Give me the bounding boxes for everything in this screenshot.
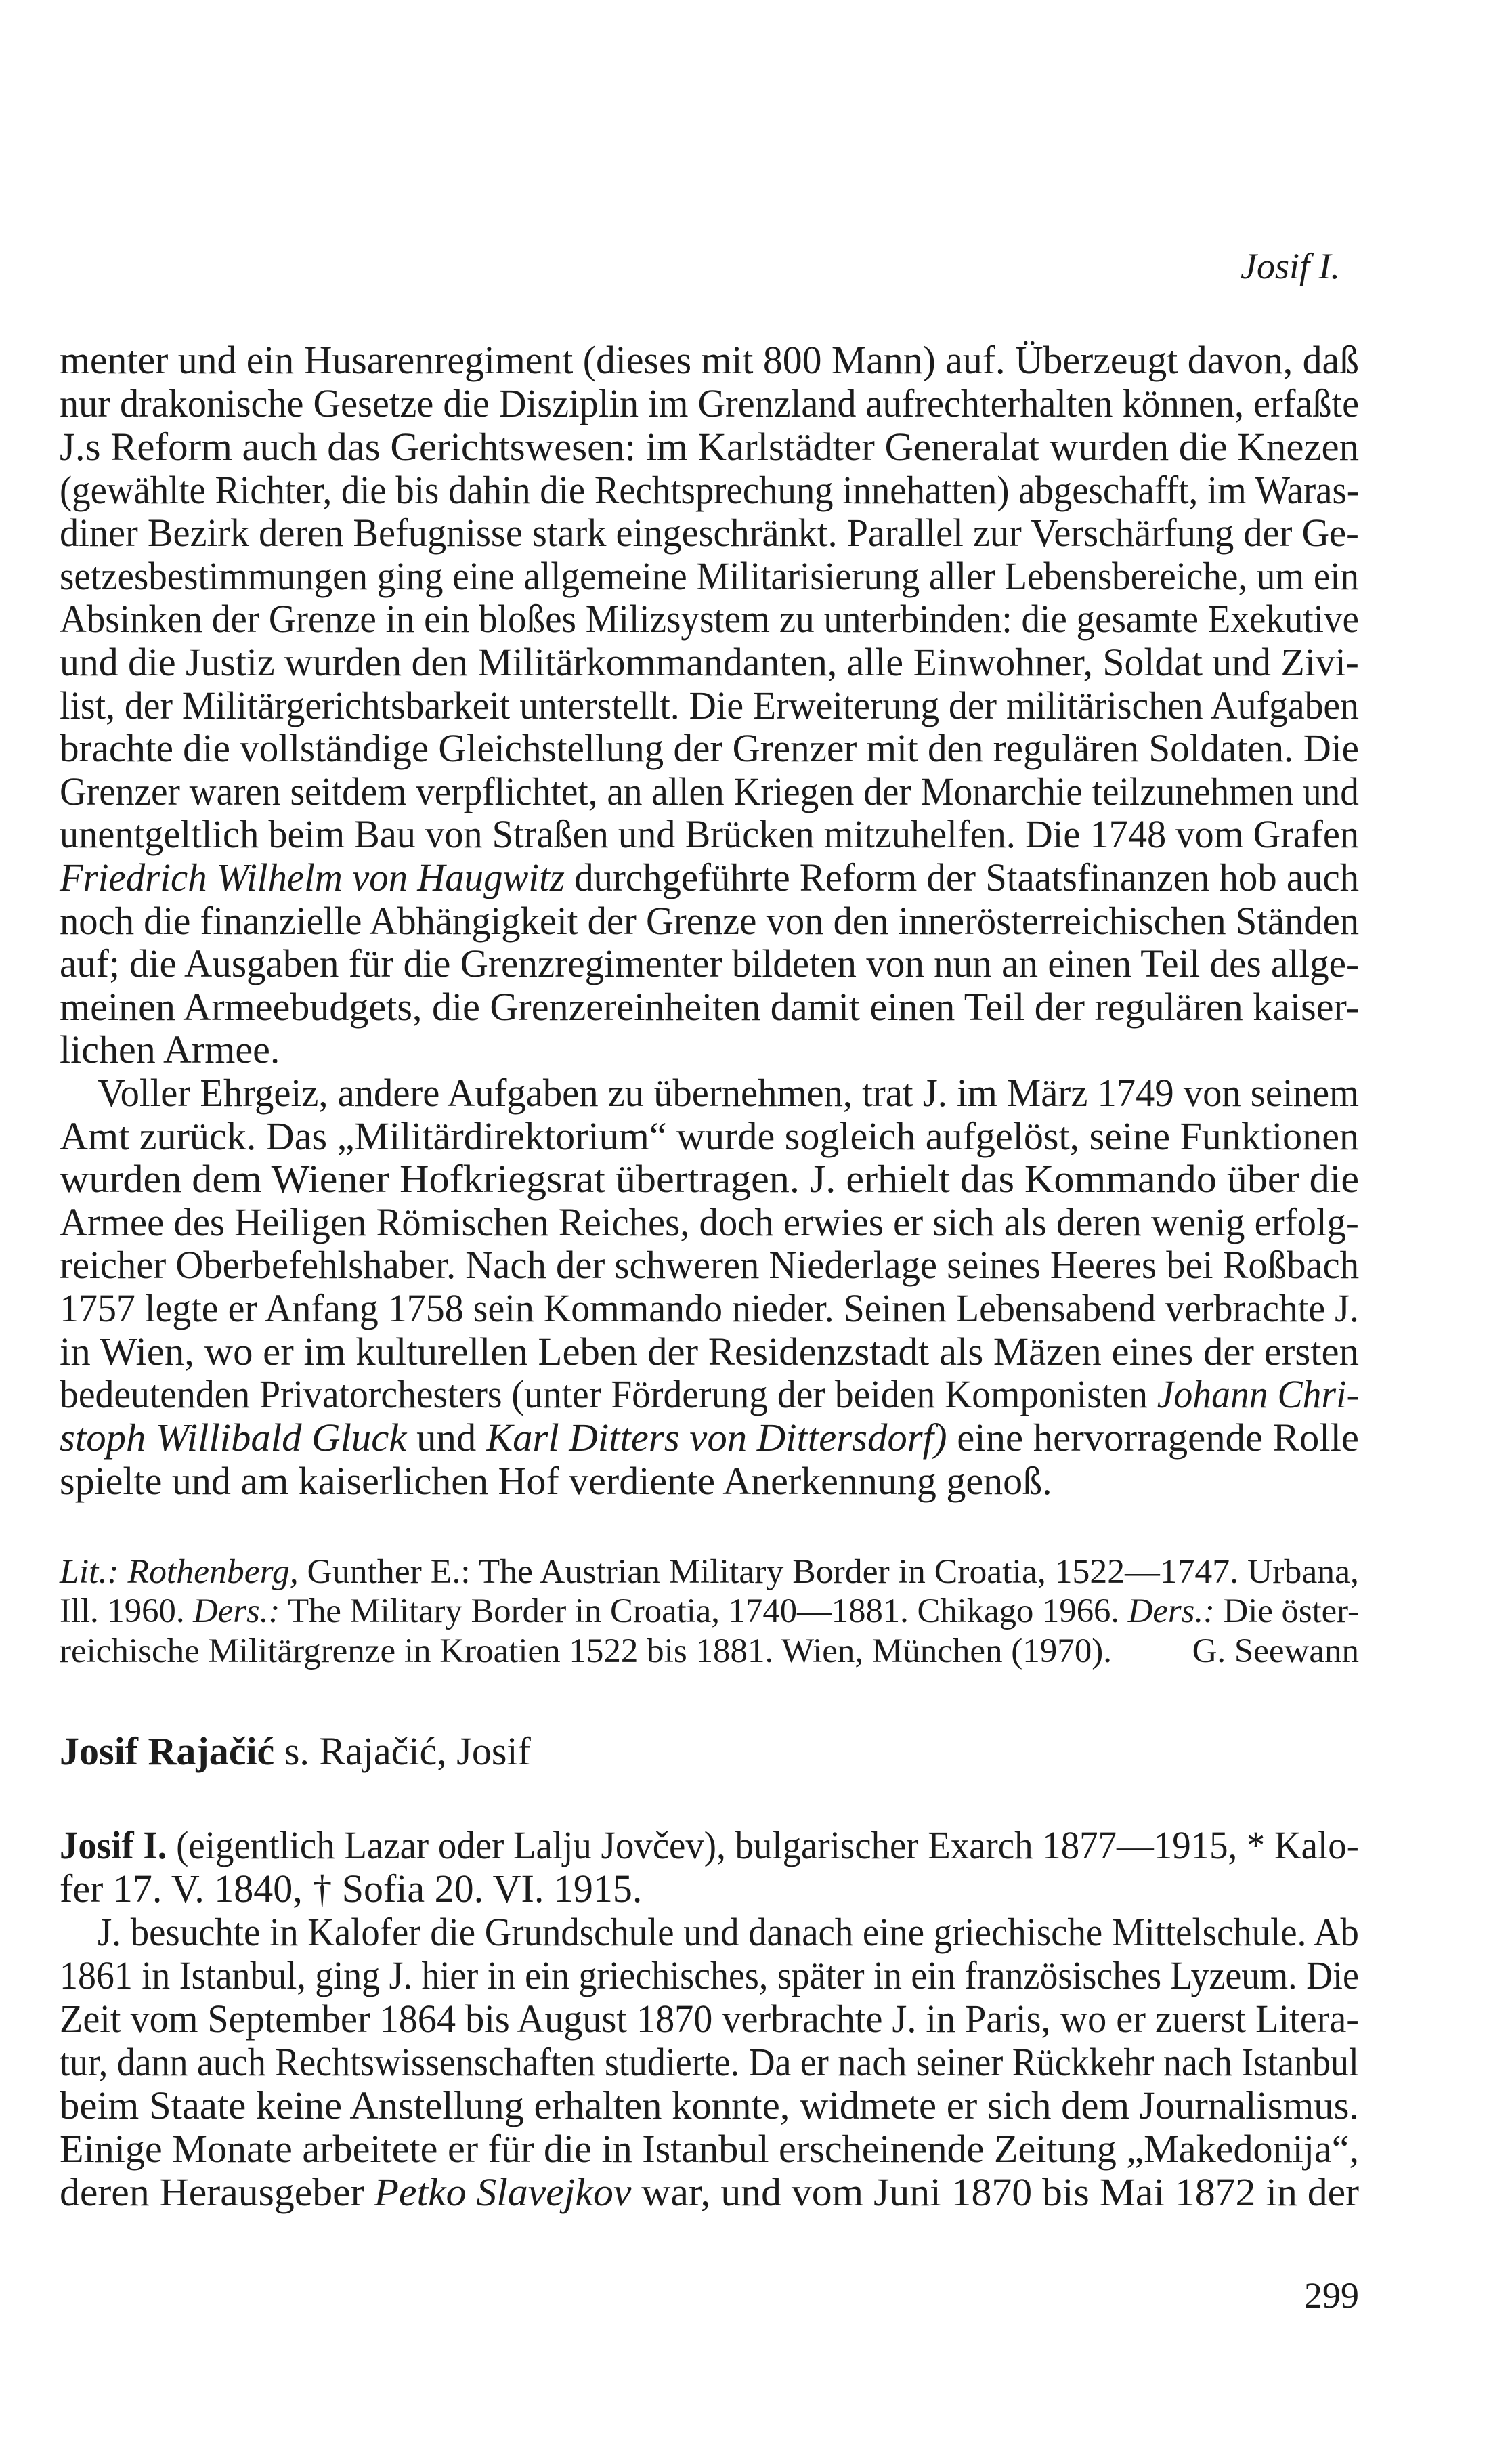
text-run: J.s Reform auch das Gerichtswesen: im Karlstädter Generalat wurden die Knezen [60, 425, 1360, 469]
text-line [60, 2040, 1359, 2084]
text-line [60, 941, 1360, 985]
text-run: lichen Armee. [60, 1027, 280, 1071]
text-line [60, 1953, 1359, 1997]
text-line [60, 1332, 1359, 1372]
text-run: brachte die vollständige Gleichstellung der Grenzer mit den regulären Soldaten. Die [60, 726, 1359, 770]
text-line [60, 1418, 1359, 1458]
text-run: Karl Ditters von Dittersdorf) [486, 1416, 947, 1460]
text-run: meinen Armeebudgets, die Grenzereinheiten damit einen Teil der regulären kaiser- [60, 985, 1360, 1029]
text-run: Amt zurück. Das „Militärdirektorium“ wurde sogleich aufgelöst, seine Funktionen [60, 1114, 1360, 1158]
text-line [60, 683, 1359, 727]
text-run: beim Staate keine Anstellung erhalten konnte, widmete er sich dem Journalismus. [60, 2083, 1360, 2127]
text-run: Grenzer waren seitdem verpflichtet, an allen Kriegen der Monarchie teilzunehmen und [60, 769, 1359, 813]
text-run: Friedrich Wilhelm von Haugwitz [60, 855, 565, 899]
text-line [60, 468, 1360, 512]
text-line [60, 1286, 1359, 1330]
text-line [60, 901, 1359, 941]
page-number: 299 [1304, 2275, 1359, 2316]
text-run: auf; die Ausgaben für die Grenzregimenter bildeten von nun an einen Teil des allge- [60, 941, 1360, 985]
text-line [60, 1157, 1360, 1201]
text-run: 1861 in Istanbul, ging J. hier in ein griechisches, später in ein französisches Lyzeum. Die [60, 1953, 1359, 1997]
text-run: Die öster- [1214, 1592, 1359, 1630]
text-run: Voller Ehrgeiz, andere Aufgaben zu übernehmen, trat J. im März 1749 von seinem [98, 1071, 1360, 1115]
text-line [60, 599, 1359, 639]
text-run: Johann Chri- [1157, 1372, 1360, 1416]
text-run: Gunther E.: The Austrian Military Border in Croatia, 1522—1747. Urbana, [298, 1553, 1359, 1591]
text-run: unentgeltlich beim Bau von Straßen und Brücken mitzuhelfen. Die 1748 vom Grafen [60, 812, 1360, 856]
text-run: eine hervorragende Rolle [947, 1416, 1360, 1460]
text-run: Einige Monate arbeitete er für die in Istanbul erscheinende Zeitung „Makedonija“, [60, 2127, 1360, 2171]
text-line [60, 769, 1359, 813]
text-line [60, 338, 1360, 382]
text-run: und die Justiz wurden den Militärkommandanten, alle Einwohner, Soldat und Zivi- [60, 640, 1359, 684]
text-run: Armee des Heiligen Römischen Reiches, doch erwies er sich als deren wenig erfolg- [60, 1200, 1359, 1244]
text-run: Petko Slavejkov [374, 2170, 632, 2214]
text-line [60, 1372, 1360, 1416]
text-run: Josif I. [60, 1823, 167, 1867]
text-run: setzesbestimmungen ging eine allgemeine Militarisierung aller Lebensbereiche, um ein [60, 554, 1360, 598]
text-run: The Military Border in Croatia, 1740—1881. Chikago 1966. [280, 1592, 1128, 1630]
text-run: Zeit vom September 1864 bis August 1870 verbrachte J. in Paris, wo er zuerst Litera- [60, 1997, 1360, 2041]
text-run: bedeutenden Privatorchesters (unter Förderung der beiden Komponisten [60, 1372, 1157, 1416]
text-run: Josif Rajačić [60, 1729, 275, 1773]
text-run: fer 17. V. 1840, † Sofia 20. VI. 1915. [60, 1867, 643, 1911]
text-run: in Wien, wo er im kulturellen Leben der Residenzstadt als Mäzen eines der ersten [60, 1330, 1360, 1374]
text-run: spielte und am kaiserlichen Hof verdiente Anerkennung genoß. [60, 1459, 1052, 1503]
text-line [60, 726, 1359, 770]
text-line [60, 513, 1359, 553]
text-run: tur, dann auch Rechtswissenschaften studierte. Da er nach seiner Rückkehr nach Istanbul [60, 2040, 1359, 2084]
entry-heading-rajacic [60, 1729, 531, 1773]
text-line [60, 1869, 642, 1909]
text-line [60, 1634, 1112, 1669]
text-run: wurden dem Wiener Hofkriegsrat übertragen. J. erhielt das Kommando über die [60, 1157, 1360, 1201]
text-run: (gewählte Richter, die bis dahin die Rechtsprechung innehatten) abgeschafft, im Waras- [60, 468, 1360, 512]
text-line [60, 855, 1360, 899]
entry-heading-josif [60, 1823, 1359, 1867]
text-run: Lit.: Rothenberg, [60, 1553, 299, 1591]
text-line [60, 1459, 1052, 1503]
text-run: diner Bezirk deren Befugnisse stark eingeschränkt. Parallel zur Verschärfung der Ge- [60, 511, 1359, 555]
text-run: list, der Militärgerichtsbarkeit unterstellt. Die Erweiterung der militärischen Aufgaben [60, 683, 1359, 727]
text-run: Ders.: [193, 1592, 280, 1630]
text-line [60, 2129, 1359, 2169]
text-line [60, 1594, 1359, 1629]
text-line [98, 1910, 1359, 1954]
text-run: (eigentlich Lazar oder Lalju Jovčev), bulgarischer Exarch 1877—1915, * Kalo- [167, 1823, 1359, 1867]
text-line [60, 1027, 280, 1071]
text-run: Ders.: [1127, 1592, 1215, 1630]
text-run: war, und vom Juni 1870 bis Mai 1872 in der [631, 2170, 1360, 2214]
text-line [60, 812, 1360, 856]
text-line [60, 1200, 1359, 1244]
running-header: Josif I. [1241, 246, 1340, 286]
text-run: menter und ein Husarenregiment (dieses mit 800 Mann) auf. Überzeugt davon, daß [60, 338, 1360, 382]
text-run: Absinken der Grenze in ein bloßes Milizsystem zu unterbinden: die gesamte Exekutive [60, 597, 1359, 641]
text-line [60, 554, 1360, 598]
text-run: nur drakonische Gesetze die Disziplin im Grenzland aufrechterhalten können, erfaßte [60, 381, 1360, 425]
text-run: durchgeführte Reform der Staatsfinanzen hob auch [564, 855, 1360, 899]
text-run: und [406, 1416, 486, 1460]
text-line [60, 381, 1360, 425]
author-signature: G. Seewann [1192, 1632, 1359, 1670]
text-line [60, 2083, 1360, 2127]
text-run: deren Herausgeber [60, 2170, 374, 2214]
text-run: stoph Willibald Gluck [60, 1416, 407, 1460]
text-line [60, 1999, 1359, 2039]
text-line [98, 1071, 1360, 1115]
text-run: noch die finanzielle Abhängigkeit der Grenze von den innerösterreichischen Ständen [60, 899, 1360, 943]
text-line [60, 1114, 1360, 1158]
text-line [60, 987, 1359, 1027]
text-line [60, 2170, 1360, 2214]
text-run: J. besuchte in Kalofer die Grundschule und danach eine griechische Mittelschule. Ab [98, 1910, 1359, 1954]
text-line [60, 640, 1359, 684]
text-run: Ill. 1960. [60, 1592, 194, 1630]
text-line [60, 1243, 1360, 1287]
text-run: reichische Militärgrenze in Kroatien 1522 bis 1881. Wien, München (1970). [60, 1632, 1113, 1670]
text-line [60, 427, 1359, 467]
text-run: 1757 legte er Anfang 1758 sein Kommando nieder. Seinen Lebensabend verbrachte J. [60, 1286, 1359, 1330]
text-run: s. Rajačić, Josif [274, 1729, 531, 1773]
literature-line [60, 1555, 1359, 1590]
text-run: reicher Oberbefehlshaber. Nach der schweren Niederlage seines Heeres bei Roßbach [60, 1243, 1360, 1287]
